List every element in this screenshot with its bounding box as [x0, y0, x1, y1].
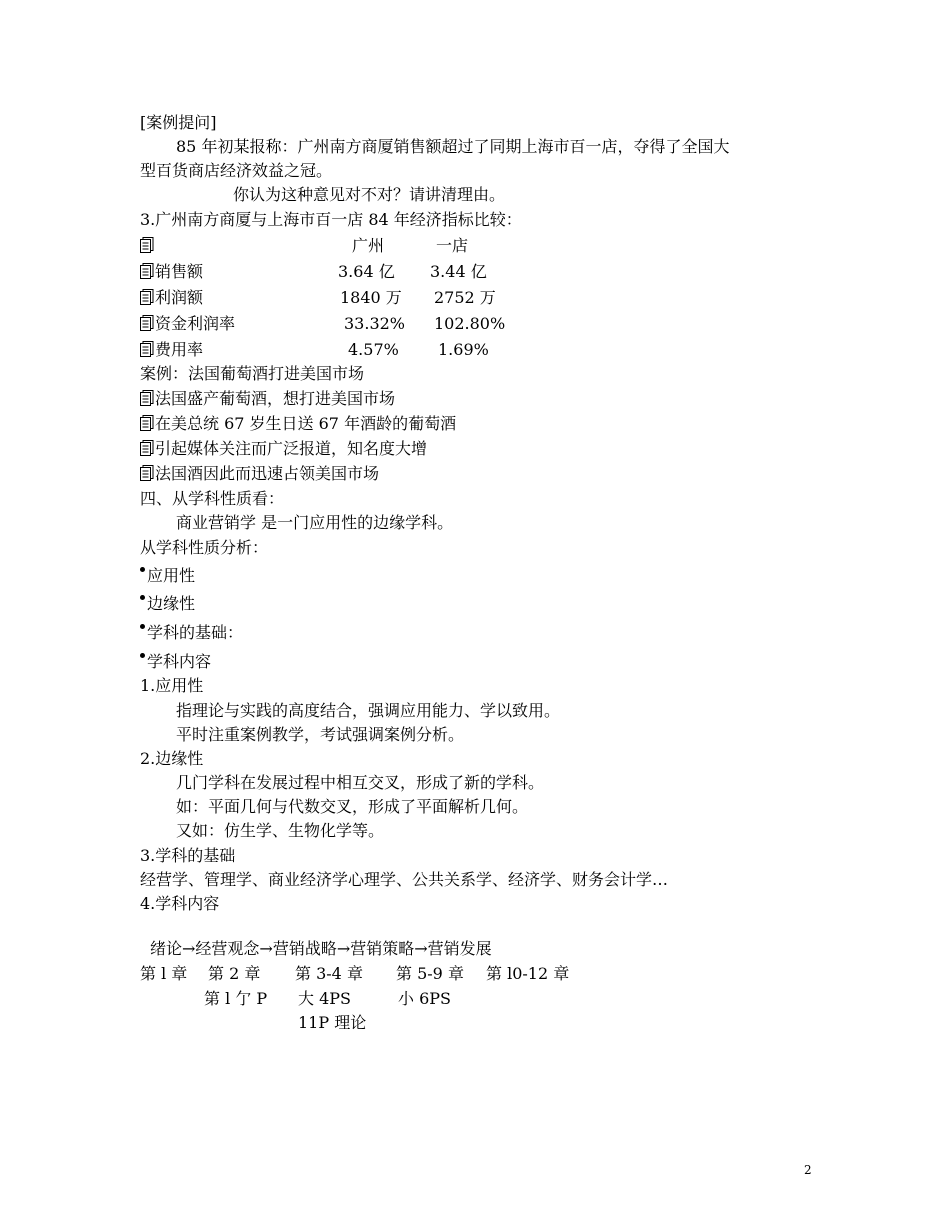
bullet-item: [140, 594, 195, 614]
document-icon: [140, 263, 154, 279]
cell-guangzhou: 3.64 亿: [338, 262, 395, 281]
bullet-item: [140, 652, 211, 672]
bullet-text: 学科内容: [147, 652, 212, 671]
case-title: 案例：法国葡萄酒打进美国市场: [140, 364, 365, 383]
subsection-2-line1: 几门学科在发展过程中相互交叉，形成了新的学科。: [176, 773, 545, 792]
subsection-1-line1: 指理论与实践的高度结合，强调应用能力、学以致用。: [176, 701, 561, 720]
cell-yidian: 3.44 亿: [430, 262, 487, 281]
page-number: 2: [804, 1163, 812, 1177]
bullet-text: 学科的基础：: [147, 623, 244, 642]
list-item: [140, 464, 379, 484]
bullet-item: [140, 623, 243, 643]
subsection-4-title: 4.学科内容: [140, 894, 220, 913]
case-question-heading: [案例提问]: [140, 113, 217, 132]
cell-guangzhou: 33.32%: [344, 314, 406, 333]
document-icon: [140, 390, 154, 406]
cell-yidian: 102.80%: [434, 314, 506, 333]
section-4-title: 四、从学科性质看：: [140, 489, 285, 508]
list-item-text: 法国酒因此而迅速占领美国市场: [155, 464, 380, 483]
row-label: 利润额: [155, 288, 204, 307]
sub-label: 第 l 亇 P: [204, 989, 268, 1008]
cell-yidian: 2752 万: [434, 288, 496, 307]
list-item-text: 在美总统 67 岁生日送 67 年酒龄的葡萄酒: [155, 414, 457, 433]
table-col-yidian: 一店: [436, 236, 469, 255]
list-item: [140, 439, 427, 459]
sub-label-11p: 11P 理论: [298, 1013, 367, 1032]
document-icon: [140, 440, 154, 456]
document-icon: [140, 415, 154, 431]
sub-label: 大 4PS: [298, 989, 351, 1008]
sub-label: 小 6PS: [398, 989, 451, 1008]
bullet-text: 应用性: [147, 566, 196, 585]
content-flow: 绪论→经营观念→营销战略→营销策略→营销发展: [150, 939, 492, 958]
question-text: 你认为这种意见对不对？请讲清理由。: [233, 185, 506, 204]
report-text-line2: 型百货商店经济效益之冠。: [140, 161, 333, 180]
list-item-text: 法国盛产葡萄酒，想打进美国市场: [155, 389, 396, 408]
list-item-text: 引起媒体关注而广泛报道，知名度大增: [155, 439, 428, 458]
list-item: [140, 414, 456, 434]
subsection-1-title: 1.应用性: [140, 676, 204, 695]
subsection-2-line3: 又如：仿生学、生物化学等。: [176, 821, 385, 840]
chapter-label: 第 l 章: [140, 964, 188, 983]
comparison-heading: 3.广州南方商厦与上海市百一店 84 年经济指标比较：: [140, 210, 522, 229]
bullet-icon: [140, 624, 145, 629]
chapter-label: 第 l0-12 章: [486, 964, 570, 983]
cell-guangzhou: 1840 万: [340, 288, 402, 307]
table-row: [140, 288, 640, 308]
document-icon: [140, 341, 154, 357]
subsection-3-line1: 经营学、管理学、商业经济学心理学、公共关系学、经济学、财务会计学…: [140, 870, 669, 889]
document-icon: [140, 289, 154, 305]
document-icon: [140, 315, 154, 331]
bullet-icon: [140, 595, 145, 600]
section-4-text: 商业营销学 是一门应用性的边缘学科。: [176, 513, 454, 532]
subsection-3-title: 3.学科的基础: [140, 846, 236, 865]
table-row: [140, 340, 640, 360]
bullet-text: 边缘性: [147, 594, 196, 613]
cell-guangzhou: 4.57%: [348, 340, 399, 359]
table-col-guangzhou: 广州: [352, 236, 385, 255]
table-header-row: [140, 236, 640, 256]
bullet-item: [140, 566, 195, 586]
bullet-icon: [140, 653, 145, 658]
report-text-line1: 85 年初某报称：广州南方商厦销售额超过了同期上海市百一店，夺得了全国大: [176, 137, 730, 156]
subsection-2-title: 2.边缘性: [140, 749, 204, 768]
document-icon: [140, 237, 154, 253]
cell-yidian: 1.69%: [438, 340, 489, 359]
list-item: [140, 389, 395, 409]
table-row: [140, 314, 640, 334]
analysis-title: 从学科性质分析：: [140, 538, 269, 557]
table-row: [140, 262, 640, 282]
row-label: 费用率: [155, 340, 204, 359]
chapter-label: 第 5-9 章: [396, 964, 464, 983]
chapter-label: 第 3-4 章: [295, 964, 363, 983]
chapter-label: 第 2 章: [208, 964, 261, 983]
subsection-1-line2: 平时注重案例教学，考试强调案例分析。: [176, 725, 465, 744]
subsection-2-line2: 如：平面几何与代数交叉，形成了平面解析几何。: [176, 797, 529, 816]
row-label: 销售额: [155, 262, 204, 281]
bullet-icon: [140, 567, 145, 572]
document-icon: [140, 465, 154, 481]
row-label: 资金利润率: [155, 314, 236, 333]
